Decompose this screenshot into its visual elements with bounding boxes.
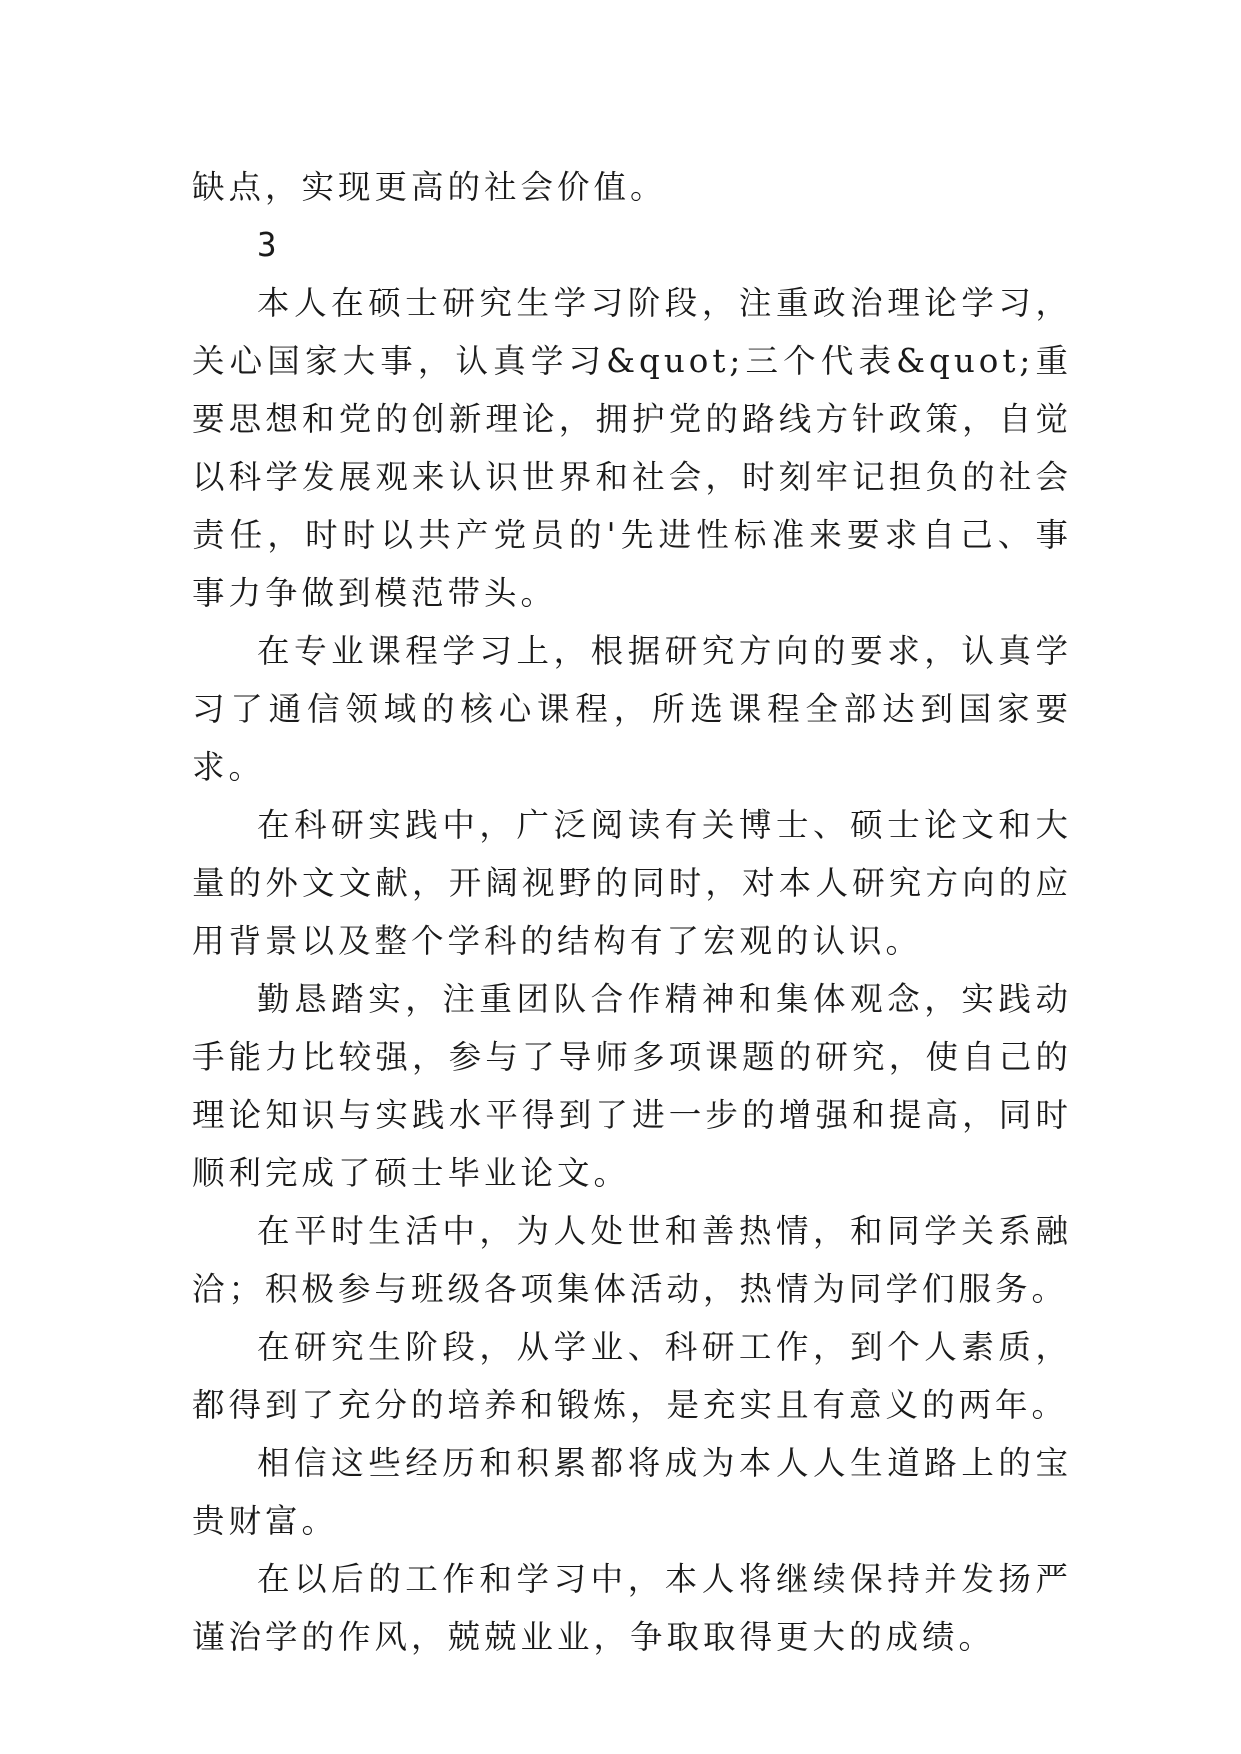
paragraph-7: 相信这些经历和积累都将成为本人人生道路上的宝贵财富。 bbox=[192, 1444, 1072, 1540]
paragraph-8: 在以后的工作和学习中，本人将继续保持并发扬严谨治学的作风，兢兢业业，争取取得更大的成绩。 bbox=[192, 1560, 1072, 1656]
continuation-text: 缺点，实现更高的社会价值。 bbox=[192, 168, 667, 206]
paragraph-6: 在研究生阶段，从学业、科研工作，到个人素质，都得到了充分的培养和锻炼，是充实且有意义的两年。 bbox=[192, 1328, 1072, 1424]
document-body bbox=[192, 158, 1072, 1666]
paragraph-2: 在专业课程学习上，根据研究方向的要求，认真学习了通信领域的核心课程，所选课程全部达到国家要求。 bbox=[192, 632, 1072, 786]
paragraph-5: 在平时生活中，为人处世和善热情，和同学关系融洽；积极参与班级各项集体活动，热情为同学们服务。 bbox=[192, 1212, 1072, 1308]
paragraph-3: 在科研实践中，广泛阅读有关博士、硕士论文和大量的外文文献，开阔视野的同时，对本人研究方向的应用背景以及整个学科的结构有了宏观的认识。 bbox=[192, 806, 1072, 960]
paragraph-1: 本人在硕士研究生学习阶段，注重政治理论学习，关心国家大事，认真学习&quot;三个代表&quot;重要思想和党的创新理论，拥护党的路线方针政策，自觉以科学发展观来认识世界和社会，时刻牢记担负的社会责任，时时以共产党员的'先进性标准来要求自己、事事力争做到模范带头。 bbox=[192, 284, 1072, 612]
section-number: 3 bbox=[257, 226, 281, 264]
paragraph-4: 勤恳踏实，注重团队合作精神和集体观念，实践动手能力比较强，参与了导师多项课题的研究，使自己的理论知识与实践水平得到了进一步的增强和提高，同时顺利完成了硕士毕业论文。 bbox=[192, 980, 1072, 1192]
